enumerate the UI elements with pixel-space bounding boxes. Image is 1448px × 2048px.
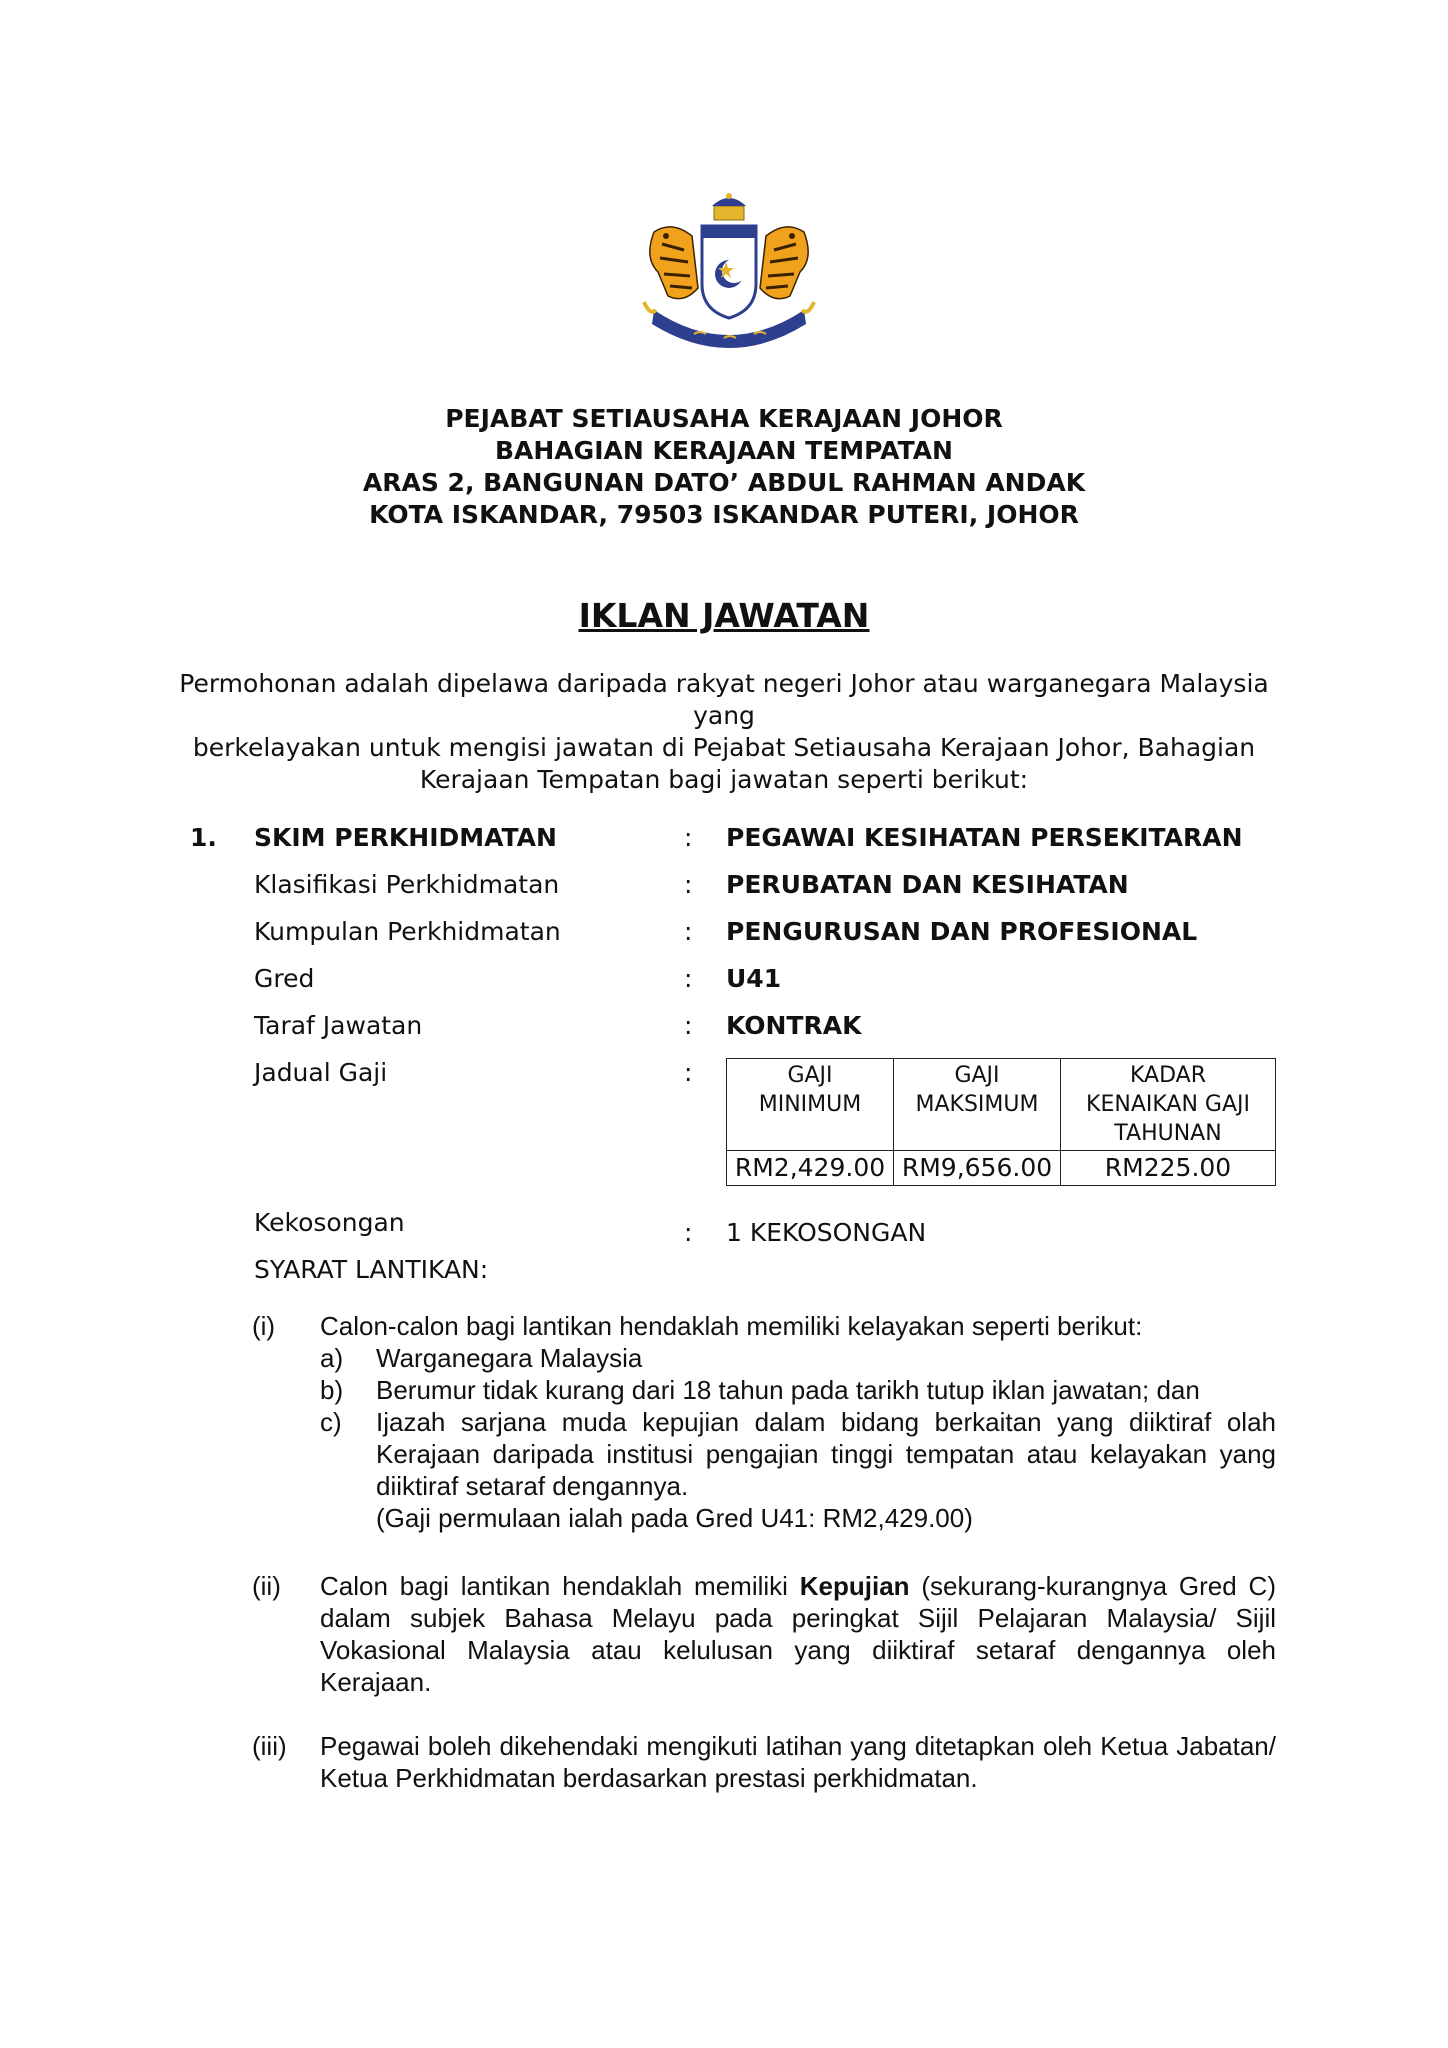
sub-item-text: Ijazah sarjana muda kepujian dalam bidang berkaitan yang diiktiraf olah Kerajaan daripada institusi pengajian tinggi tempatan atau kelayakan yang diiktiraf setaraf dengannya. xyxy=(376,1407,1276,1501)
vacancy-label: Kekosongan xyxy=(254,1208,405,1237)
requirement-number: (iii) xyxy=(252,1731,287,1761)
tiger-left-icon xyxy=(650,227,698,299)
item-number: 1. xyxy=(190,823,217,852)
colon: : xyxy=(684,1058,693,1087)
sub-item-text: Berumur tidak kurang dari 18 tahun pada tarikh tutup iklan jawatan; dan xyxy=(376,1375,1200,1405)
salary-label: Jadual Gaji xyxy=(254,1058,388,1087)
intro-line: berkelayakan untuk mengisi jawatan di Pejabat Setiausaha Kerajaan Johor, Bahagian xyxy=(192,733,1256,762)
sub-item-label: b) xyxy=(320,1375,344,1405)
intro-line: Permohonan adalah dipelawa daripada rakyat negeri Johor atau warganegara Malaysia yang xyxy=(179,669,1269,730)
salary-table-header-row xyxy=(727,1059,1276,1151)
colon: : xyxy=(684,1218,693,1247)
scheme-value: PEGAWAI KESIHATAN PERSEKITARAN xyxy=(726,823,1243,852)
colon: : xyxy=(684,964,693,993)
salary-table xyxy=(726,1058,1276,1186)
vacancy-value: 1 KEKOSONGAN xyxy=(726,1218,927,1247)
group-label: Kumpulan Perkhidmatan xyxy=(254,917,561,946)
requirement-text: Calon-calon bagi lantikan hendaklah memiliki kelayakan seperti berikut: xyxy=(320,1311,1143,1341)
requirement-number: (ii) xyxy=(252,1571,281,1601)
status-label: Taraf Jawatan xyxy=(254,1011,423,1040)
requirement-number: (i) xyxy=(252,1311,276,1341)
address-line-2: KOTA ISKANDAR, 79503 ISKANDAR PUTERI, JOHOR xyxy=(369,500,1079,529)
shield-icon xyxy=(702,226,756,318)
grade-value: U41 xyxy=(726,964,782,993)
salary-header-max: GAJI MAKSIMUM xyxy=(894,1059,1061,1151)
sub-item-label: a) xyxy=(320,1343,344,1373)
crown-icon xyxy=(712,193,746,220)
requirements-label: SYARAT LANTIKAN: xyxy=(254,1255,489,1284)
intro-paragraph xyxy=(170,668,1278,796)
colon: : xyxy=(684,823,693,852)
classification-value: PERUBATAN DAN KESIHATAN xyxy=(726,870,1129,899)
requirement-text: Calon bagi lantikan hendaklah memiliki Kepujian (sekurang-kurangnya Gred C) dalam subjek Bahasa Melayu pada peringkat Sijil Pelajaran Malaysia/ Sijil Vokasional Malaysia atau kelulusan yang diiktiraf setaraf dengannya oleh Kerajaan. xyxy=(320,1571,1276,1697)
intro-line: Kerajaan Tempatan bagi jawatan seperti berikut: xyxy=(419,765,1029,794)
grade-label: Gred xyxy=(254,964,315,993)
colon: : xyxy=(684,870,693,899)
salary-header-increment: KADAR KENAIKAN GAJI TAHUNAN xyxy=(1061,1059,1276,1151)
office-name: PEJABAT SETIAUSAHA KERAJAAN JOHOR xyxy=(445,404,1003,433)
sub-item-text: Warganegara Malaysia xyxy=(376,1343,643,1373)
address-line-1: ARAS 2, BANGUNAN DATO’ ABDUL RAHMAN ANDAK xyxy=(362,468,1086,497)
scheme-label: SKIM PERKHIDMATAN xyxy=(254,823,557,852)
colon: : xyxy=(684,917,693,946)
requirement-text: Pegawai boleh dikehendaki mengikuti latihan yang ditetapkan oleh Ketua Jabatan/ Ketua Perkhidmatan berdasarkan prestasi perkhidmatan. xyxy=(320,1731,1276,1793)
group-value: PENGURUSAN DAN PROFESIONAL xyxy=(726,917,1198,946)
salary-min-value: RM2,429.00 xyxy=(727,1151,894,1186)
colon: : xyxy=(684,1011,693,1040)
status-value: KONTRAK xyxy=(726,1011,862,1040)
page-title: IKLAN JAWATAN xyxy=(578,596,870,635)
salary-increment-value: RM225.00 xyxy=(1061,1151,1276,1186)
salary-table-value-row xyxy=(727,1151,1276,1186)
salary-note: (Gaji permulaan ialah pada Gred U41: RM2,429.00) xyxy=(376,1503,973,1533)
salary-max-value: RM9,656.00 xyxy=(894,1151,1061,1186)
division-name: BAHAGIAN KERAJAAN TEMPATAN xyxy=(495,436,953,465)
sub-item-label: c) xyxy=(320,1407,342,1437)
salary-header-min: GAJI MINIMUM xyxy=(727,1059,894,1151)
tiger-right-icon xyxy=(760,227,808,299)
emphasis-text: Kepujian xyxy=(799,1571,910,1601)
classification-label: Klasifikasi Perkhidmatan xyxy=(254,870,560,899)
johor-coat-of-arms-emblem xyxy=(614,192,844,352)
